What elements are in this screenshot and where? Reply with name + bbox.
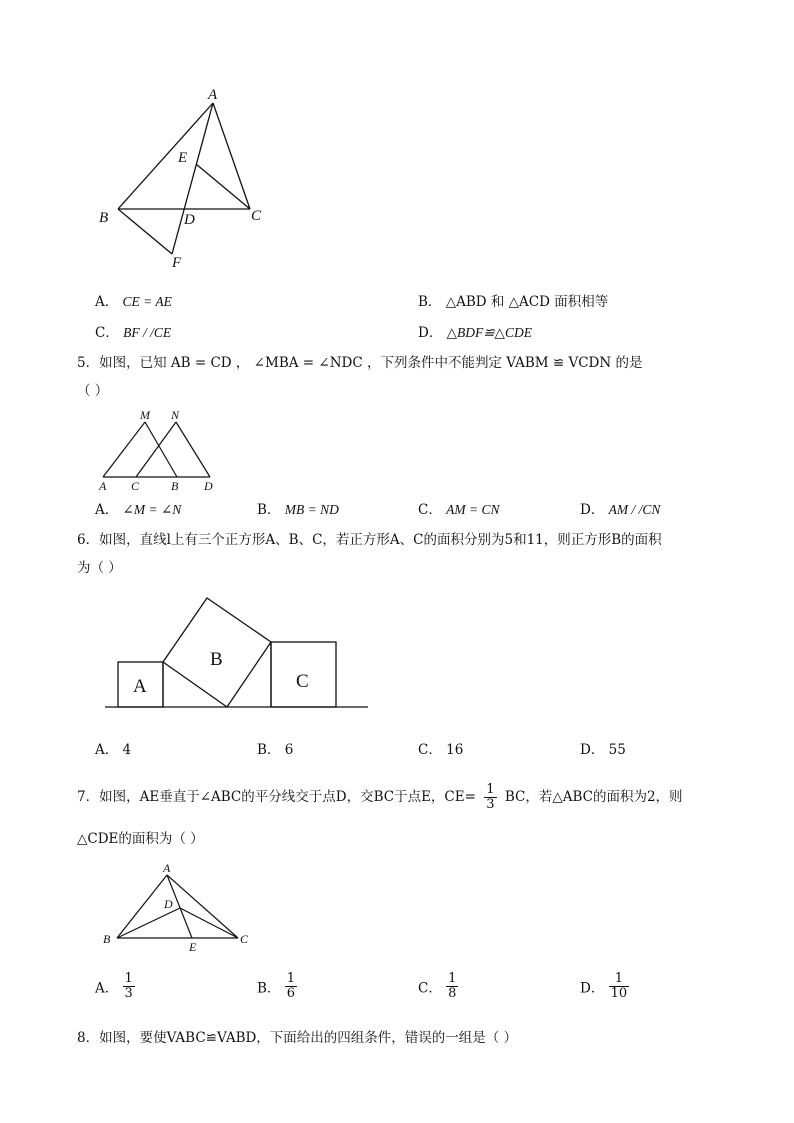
option-letter: C． [418, 502, 442, 518]
option-letter: D． [418, 325, 443, 341]
q7-option-a[interactable] [95, 972, 135, 1001]
fraction-numerator: 1 [609, 972, 630, 987]
option-text: AM = CN [446, 502, 500, 517]
q7-option-b[interactable] [257, 972, 297, 1001]
option-text: △ABD 和 △ACD 面积相等 [445, 294, 609, 310]
q4-label-C: C [251, 208, 262, 224]
option-letter: B． [257, 980, 281, 997]
q5-label-B: B [171, 479, 179, 493]
option-text: ∠M = ∠N [122, 502, 182, 517]
option-fraction [446, 972, 458, 1001]
q7-label-B: B [103, 932, 111, 946]
option-letter: B． [418, 294, 442, 310]
fraction-numerator: 1 [448, 971, 457, 986]
option-fraction [123, 972, 135, 1001]
fraction-denominator: 6 [286, 986, 295, 1001]
q7-segment-AC [167, 875, 238, 938]
q5-label-M: M [140, 408, 150, 422]
option-letter: C． [418, 980, 442, 997]
q7-stem-line2: △CDE的面积为（ ） [77, 831, 204, 847]
option-letter: C． [95, 325, 119, 341]
fraction-denominator: 3 [124, 986, 133, 1001]
option-fraction [285, 972, 297, 1001]
option-text: 16 [446, 742, 464, 758]
q5-label-N: N [171, 408, 180, 422]
option-letter: A． [95, 980, 119, 997]
option-text: AM / /CN [608, 502, 661, 517]
q6-label-c: C [296, 671, 309, 692]
option-letter: D． [580, 502, 605, 518]
q7-segment-BD [117, 908, 180, 938]
q7-segment-AB [117, 875, 167, 938]
q5-stem-line2: （ ） [77, 383, 109, 399]
q4-label-A: A [208, 87, 218, 103]
option-letter: A． [95, 294, 119, 310]
fraction-numerator: 1 [124, 971, 133, 986]
q7-option-d[interactable] [580, 972, 629, 1001]
fraction-denominator: 3 [486, 797, 495, 812]
option-fraction [609, 972, 630, 1001]
fraction-numerator: 1 [486, 782, 495, 797]
q6-label-a: A [133, 676, 147, 697]
q7-label-D: D [164, 897, 173, 911]
q4-label-E: E [178, 150, 188, 166]
option-text: △BDF≌△CDE [446, 325, 532, 340]
option-letter: B． [257, 502, 281, 518]
option-letter: A． [95, 742, 119, 758]
q5-stem-line1: 5．如图，已知 AB = CD ， ∠MBA = ∠NDC ，下列条件中不能判定 VABM ≌ VCDN 的是 [77, 355, 643, 371]
option-text: 4 [122, 742, 132, 758]
q4-label-F: F [172, 255, 182, 271]
fraction-denominator: 10 [610, 986, 628, 1001]
option-text: BF / /CE [123, 325, 172, 340]
option-text: 6 [284, 742, 294, 758]
fraction-denominator: 8 [448, 986, 457, 1001]
q5-label-D: D [204, 479, 213, 493]
option-text: 55 [608, 742, 626, 758]
fraction-numerator: 1 [286, 971, 295, 986]
option-letter: D． [580, 742, 605, 758]
option-text: MB = ND [284, 502, 339, 517]
q8-stem: 8．如图，要使VABC≌VABD，下面给出的四组条件，错误的一组是（ ） [77, 1030, 518, 1046]
q7-stem-part2: BC，若△ABC的面积为2，则 [504, 789, 683, 805]
option-letter: B． [257, 742, 281, 758]
option-letter: D． [580, 980, 605, 997]
q7-label-E: E [189, 940, 197, 954]
q7-label-C: C [240, 932, 249, 946]
q7-label-A: A [163, 861, 171, 875]
q6-stem-line1: 6．如图，直线l上有三个正方形A、B、C，若正方形A、C的面积分别为5和11，则正方形B的面积 [77, 532, 662, 548]
q4-label-D: D [184, 212, 195, 228]
q6-stem-line2: 为（ ） [77, 560, 122, 576]
q7-option-c[interactable] [418, 972, 458, 1001]
option-letter: C． [418, 742, 442, 758]
option-text: CE = AE [122, 294, 172, 309]
option-letter: A． [95, 502, 119, 518]
q4-label-B: B [99, 210, 109, 226]
q5-label-A: A [99, 479, 107, 493]
q6-label-b: B [210, 649, 223, 670]
q7-stem-part1: 7．如图，AE垂直于∠ABC的平分线交于点D，交BC于点E，CE= [77, 789, 476, 805]
q5-label-C: C [131, 479, 140, 493]
